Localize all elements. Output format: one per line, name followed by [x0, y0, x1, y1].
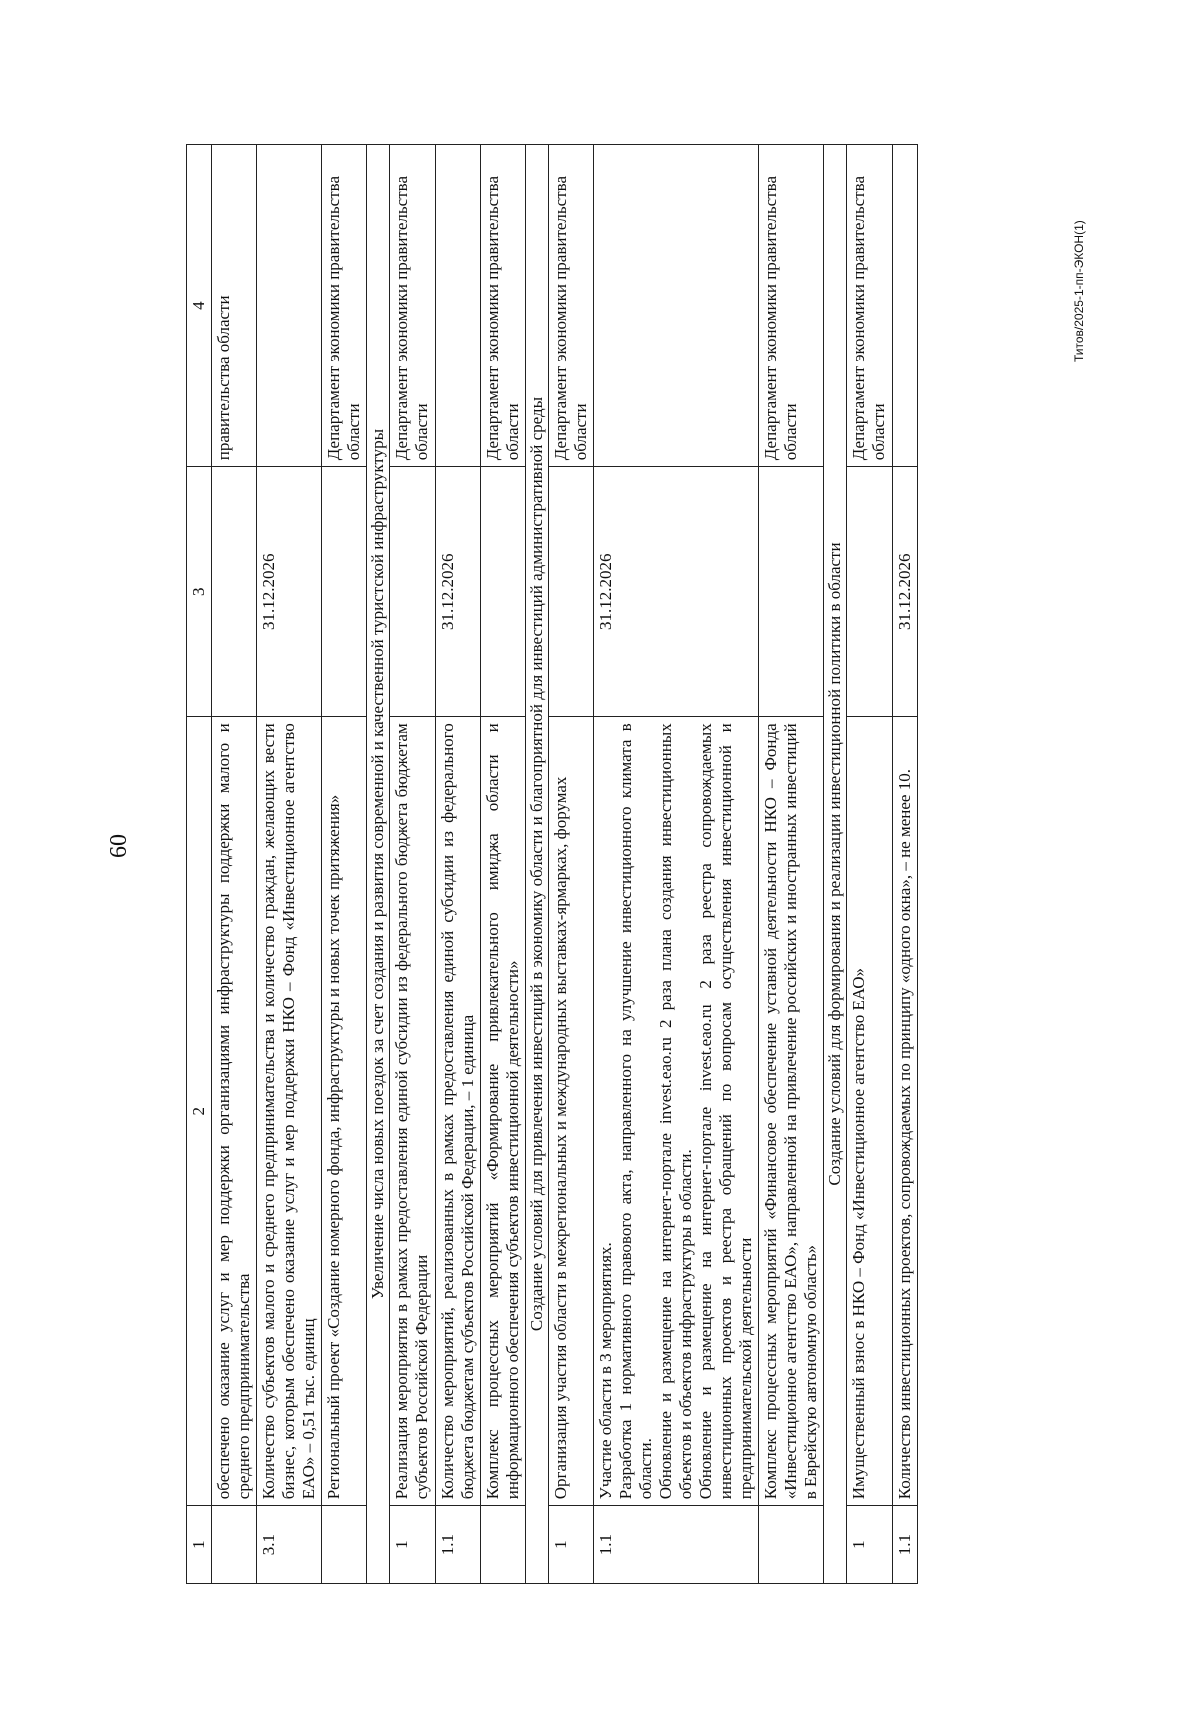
row-number: 1.1 — [435, 1506, 480, 1584]
row-description: Количество инвестиционных проектов, сопровождаемых по принципу «одного окна», – не менее 10. — [892, 717, 917, 1506]
header-col-2: 2 — [187, 717, 212, 1506]
row-responsible: Департамент экономики правительства области — [390, 145, 435, 467]
page-number: 60 — [106, 834, 132, 858]
row-number: 1.1 — [593, 1506, 758, 1584]
row-responsible: Департамент экономики правительства области — [322, 145, 367, 467]
row-date — [548, 467, 593, 717]
row-responsible — [892, 145, 917, 467]
header-row — [187, 145, 212, 1584]
header-col-4: 4 — [187, 145, 212, 467]
section-row — [367, 145, 390, 1584]
row-date: 31.12.2026 — [257, 467, 322, 717]
row-date: 31.12.2026 — [435, 467, 480, 717]
row-number — [212, 1506, 257, 1584]
row-date — [322, 467, 367, 717]
row-responsible: Департамент экономики правительства области — [847, 145, 892, 467]
row-responsible — [435, 145, 480, 467]
table-row — [257, 145, 322, 1584]
table-row — [435, 145, 480, 1584]
row-responsible: Департамент экономики правительства области — [548, 145, 593, 467]
table-row — [212, 145, 257, 1584]
section-title: Увеличение числа новых поездок за счет создания и развития современной и качественной туристской инфраструктуры — [367, 145, 390, 1584]
row-date — [390, 467, 435, 717]
section-row — [525, 145, 548, 1584]
row-responsible — [257, 145, 322, 467]
row-number — [759, 1506, 824, 1584]
row-date: 31.12.2026 — [892, 467, 917, 717]
row-number — [322, 1506, 367, 1584]
row-number: 1 — [847, 1506, 892, 1584]
table-row — [847, 145, 892, 1584]
row-description-line: Участие области в 3 мероприятиях. — [595, 1242, 615, 1500]
row-description-line: Разработка 1 нормативного правового акта, направленного на улучшение инвестиционного климата в области. — [615, 723, 655, 1500]
row-date — [759, 467, 824, 717]
row-description-line: Обновление и размещение на интернет-портале invest.eao.ru 2 раза плана создания инвестиционных объектов и объектов инфраструктуры в области. — [655, 723, 696, 1500]
row-date: 31.12.2026 — [593, 467, 758, 717]
table-row — [593, 145, 758, 1584]
row-description — [593, 717, 758, 1506]
row-number: 1 — [548, 1506, 593, 1584]
row-description: Имущественный взнос в НКО – Фонд «Инвестиционное агентство ЕАО» — [847, 717, 892, 1506]
row-description: Региональный проект «Создание номерного фонда, инфраструктуры и новых точек притяжения» — [322, 717, 367, 1506]
row-description: Количество мероприятий, реализованных в рамках предоставления единой субсидии из федерального бюджета бюджетам субъектов Российской Федерации, – 1 единица — [435, 717, 480, 1506]
row-responsible: Департамент экономики правительства области — [759, 145, 824, 467]
document-table-container — [186, 144, 1056, 1584]
row-description: Количество субъектов малого и среднего предпринимательства и количество граждан, желающих вести бизнес, которым обеспечено оказание услуг и мер поддержки НКО – Фонд «Инвестиционное агентство ЕАО» – 0,51 тыс. единиц — [257, 717, 322, 1506]
section-title: Создание условий для формирования и реализации инвестиционной политики в области — [824, 145, 847, 1584]
table-row — [322, 145, 367, 1584]
table-row — [759, 145, 824, 1584]
row-description: обеспечено оказание услуг и мер поддержки организациями инфраструктуры поддержки малого и среднего предпринимательства — [212, 717, 257, 1506]
row-date — [212, 467, 257, 717]
row-date — [847, 467, 892, 717]
header-col-1: 1 — [187, 1506, 212, 1584]
row-description-line: Обновление и размещение на интернет-портале invest.eao.ru 2 раза реестра сопровождаемых инвестиционных проектов и реестра обращений по вопросам осуществления инвестиционной и предпринимательской деятельности — [696, 723, 756, 1500]
row-responsible: правительства области — [212, 145, 257, 467]
section-title: Создание условий для привлечения инвестиций в экономику области и благоприятной для инвестиций административной среды — [525, 145, 548, 1584]
section-row — [824, 145, 847, 1584]
row-number: 1.1 — [892, 1506, 917, 1584]
document-footer-code: Титов/2025-1-пп-ЭКОН(1) — [1072, 220, 1086, 362]
row-number: 3.1 — [257, 1506, 322, 1584]
row-responsible — [593, 145, 758, 467]
row-description: Комплекс процессных мероприятий «Финансовое обеспечение уставной деятельности НКО – Фонда «Инвестиционное агентство ЕАО», направленной на привлечение российских и иностранных инвестиций в Еврейскую автономную область» — [759, 717, 824, 1506]
table-row — [548, 145, 593, 1584]
measures-table — [186, 144, 918, 1584]
table-row — [892, 145, 917, 1584]
row-responsible: Департамент экономики правительства области — [480, 145, 525, 467]
row-number: 1 — [390, 1506, 435, 1584]
row-description: Организация участия области в межрегиональных и международных выставках-ярмарках, форумах — [548, 717, 593, 1506]
row-number — [480, 1506, 525, 1584]
header-col-3: 3 — [187, 467, 212, 717]
table-row — [480, 145, 525, 1584]
row-description: Реализация мероприятия в рамках предоставления единой субсидии из федерального бюджета бюджетам субъектов Российской Федерации — [390, 717, 435, 1506]
table-row — [390, 145, 435, 1584]
row-date — [480, 467, 525, 717]
row-description: Комплекс процессных мероприятий «Формирование привлекательного имиджа области и информационного обеспечения субъектов инвестиционной деятельности» — [480, 717, 525, 1506]
